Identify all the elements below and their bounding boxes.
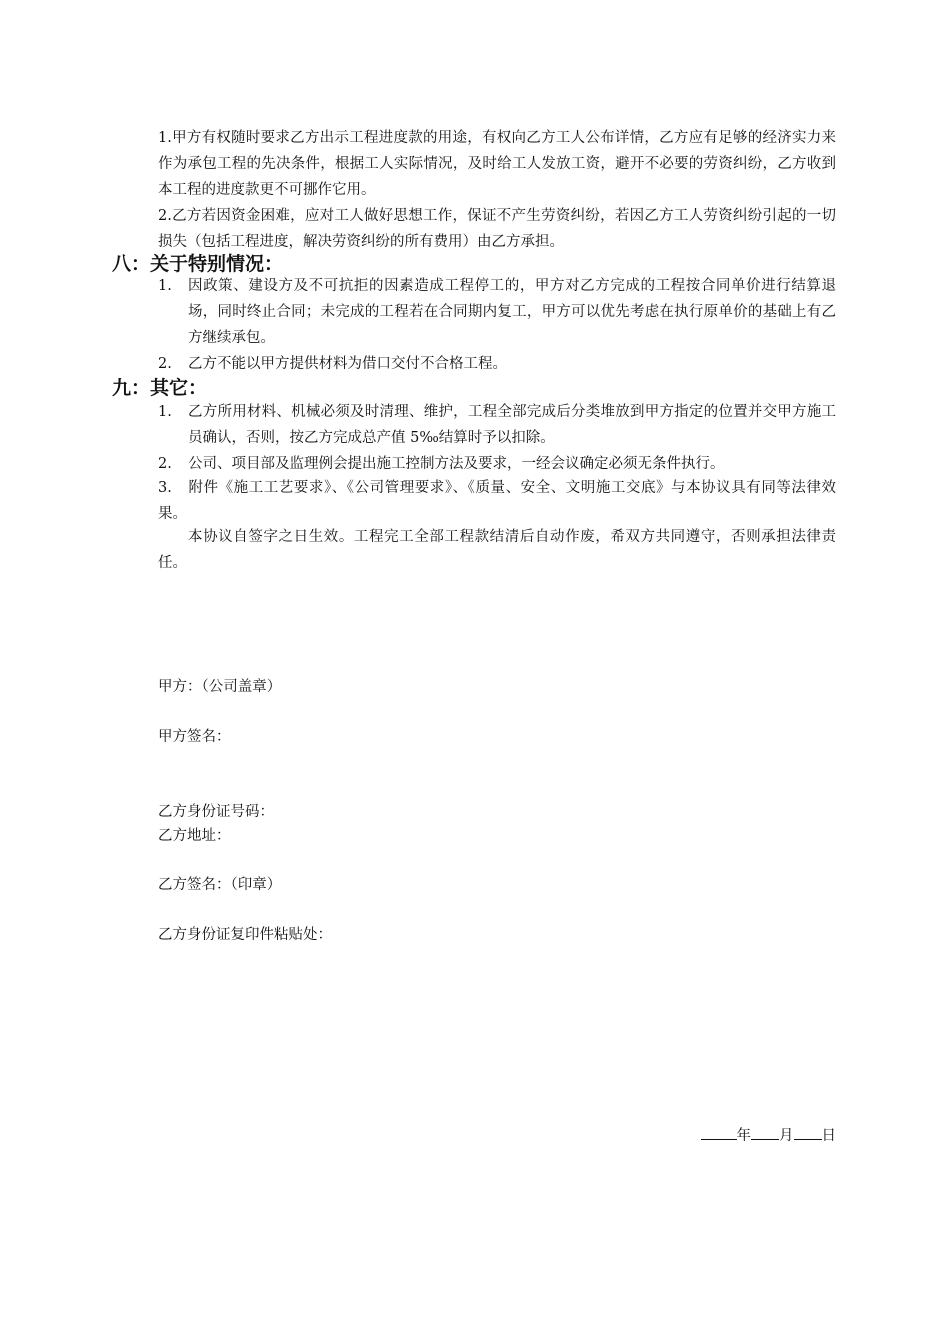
party-a-sign-label: 甲方签名： [158,729,231,745]
party-b-id-label: 乙方身份证号码： [158,804,274,820]
year-label: 年 [736,1128,751,1144]
day-blank[interactable] [794,1125,822,1140]
day-label: 日 [821,1128,836,1144]
section-9-heading: 九：其它： [112,377,208,399]
section-8-item-1 [158,273,836,351]
month-blank[interactable] [751,1125,779,1140]
item-number: 3. [158,480,172,496]
section-8-item-2 [158,351,836,377]
closing-paragraph: 本协议自签字之日生效。工程完工全部工程款结清后自动作废，希双方共同遵守，否则承担法律责任。 [158,529,836,571]
section-9-item-2 [158,451,836,477]
item-number: 1. [158,278,172,294]
intro-paragraph-2: 2.乙方若因资金困难，应对工人做好思想工作，保证不产生劳资纠纷，若因乙方工人劳资纠纷引起的一切损失（包括工程进度，解决劳资纠纷的所有费用）由乙方承担。 [158,208,836,250]
party-a-seal-label: 甲方：（公司盖章） [158,679,282,695]
item-text: 因政策、建设方及不可抗拒的因素造成工程停工的，甲方对乙方完成的工程按合同单价进行结算退场，同时终止合同；未完成的工程若在合同期内复工，甲方可以优先考虑在执行原单价的基础上有乙方继续承包。 [188,278,836,346]
item-text: 乙方不能以甲方提供材料为借口交付不合格工程。 [188,356,507,372]
party-b-sign-label: 乙方签名：（印章） [158,877,282,893]
month-label: 月 [779,1128,794,1144]
item-number: 2. [158,356,172,372]
item-text: 公司、项目部及监理例会提出施工控制方法及要求，一经会议确定必须无条件执行。 [188,456,725,472]
party-b-address-label: 乙方地址： [158,828,231,844]
item-text: 附件《施工工艺要求》、《公司管理要求》、《质量、安全、文明施工交底》与本协议具有同等法律效果。 [158,480,836,522]
section-9-item-1 [158,399,836,451]
section-9-item-3 [158,475,836,527]
item-number: 2. [158,456,172,472]
date-line [701,1124,837,1148]
year-blank[interactable] [701,1125,737,1140]
intro-paragraph-1: 1.甲方有权随时要求乙方出示工程进度款的用途，有权向乙方工人公布详情，乙方应有足够的经济实力来作为承包工程的先决条件，根据工人实际情况，及时给工人发放工资，避开不必要的劳资纠纷，乙方收到本工程的进度款更不可挪作它用。 [158,130,836,198]
section-8-heading: 八：关于特别情况： [112,253,284,275]
party-b-id-copy-label: 乙方身份证复印件粘贴处： [158,927,332,943]
item-number: 1. [158,404,172,420]
item-text: 乙方所用材料、机械必须及时清理、维护，工程全部完成后分类堆放到甲方指定的位置并交甲方施工员确认，否则，按乙方完成总产值 5‰结算时予以扣除。 [188,404,836,446]
